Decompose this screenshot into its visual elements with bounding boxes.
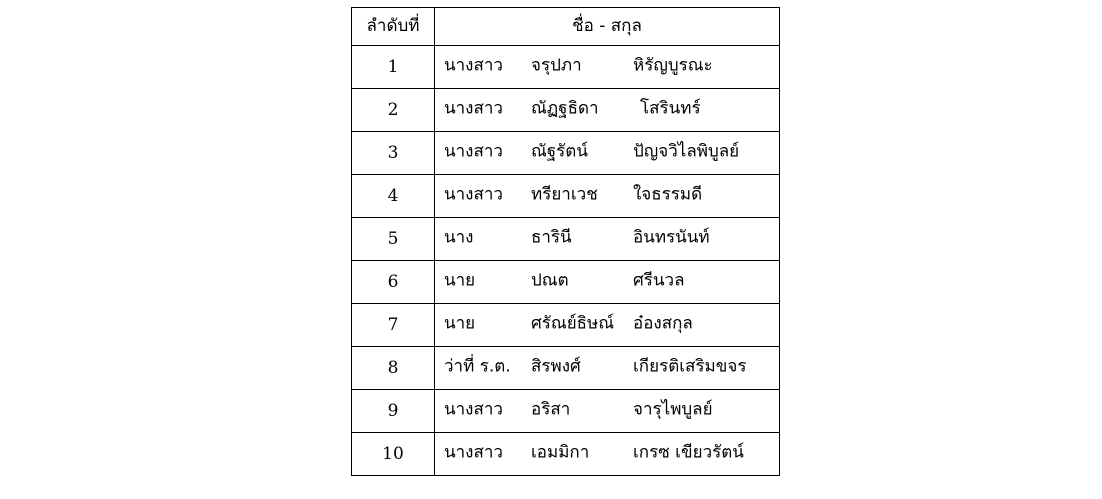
name-cell [435, 89, 780, 132]
table-body [352, 46, 780, 476]
table-row [352, 433, 780, 476]
first-name: เอมมิกา [531, 442, 590, 463]
first-name: สิรพงศ์ [531, 356, 581, 377]
sequence-number: 7 [352, 304, 435, 347]
last-name: อินทรนันท์ [633, 227, 710, 248]
table-row [352, 347, 780, 390]
last-name: อ๋องสกุล [633, 313, 693, 334]
name-prefix: นางสาว [444, 399, 503, 420]
sequence-number: 5 [352, 218, 435, 261]
name-prefix: นางสาว [444, 141, 503, 162]
sequence-number: 1 [352, 46, 435, 89]
name-cell [435, 390, 780, 433]
first-name: ณัฏฐธิดา [531, 98, 599, 119]
name-prefix: นางสาว [444, 184, 503, 205]
last-name: เกรซ เขียวรัตน์ [633, 442, 744, 463]
sequence-number: 4 [352, 175, 435, 218]
first-name: ณัฐรัตน์ [531, 141, 588, 162]
first-name: อริสา [531, 399, 571, 420]
last-name: ปัญจวิไลพิบูลย์ [633, 141, 740, 162]
name-prefix: นางสาว [444, 442, 503, 463]
name-prefix: นางสาว [444, 98, 503, 119]
last-name: โสรินทร์ [640, 98, 701, 119]
table-row [352, 390, 780, 433]
header-full-name: ชื่อ - สกุล [435, 8, 780, 46]
last-name: เกียรติเสริมขจร [633, 356, 747, 377]
name-prefix: นางสาว [444, 55, 503, 76]
name-cell [435, 261, 780, 304]
table-row [352, 261, 780, 304]
table-header [352, 8, 780, 46]
first-name: ธารินี [531, 227, 572, 248]
sequence-number: 3 [352, 132, 435, 175]
name-cell [435, 46, 780, 89]
name-prefix: ว่าที่ ร.ต. [444, 356, 511, 377]
table-row [352, 218, 780, 261]
name-prefix: นาย [444, 313, 476, 334]
name-cell [435, 175, 780, 218]
sequence-number: 8 [352, 347, 435, 390]
table-row [352, 89, 780, 132]
last-name: หิรัญบูรณะ [633, 55, 713, 76]
sequence-number: 6 [352, 261, 435, 304]
sequence-number: 9 [352, 390, 435, 433]
name-cell [435, 132, 780, 175]
last-name: จารุไพบูลย์ [633, 399, 713, 420]
sequence-number: 10 [352, 433, 435, 476]
first-name: จรุปภา [531, 55, 582, 76]
name-cell [435, 347, 780, 390]
first-name: ทรียาเวช [531, 184, 598, 205]
first-name: ศรัณย์ธิษณ์ [531, 313, 615, 334]
table-row [352, 175, 780, 218]
name-cell [435, 304, 780, 347]
first-name: ปณต [531, 270, 569, 291]
header-row [352, 8, 780, 46]
table-row [352, 304, 780, 347]
name-cell [435, 433, 780, 476]
name-prefix: นาง [444, 227, 474, 248]
last-name: ศรีนวล [633, 270, 685, 291]
table-row [352, 132, 780, 175]
table-row [352, 46, 780, 89]
name-roster-table [351, 7, 780, 476]
last-name: ใจธรรมดี [633, 184, 703, 205]
header-sequence: ลำดับที่ [352, 8, 435, 46]
sequence-number: 2 [352, 89, 435, 132]
name-cell [435, 218, 780, 261]
name-prefix: นาย [444, 270, 476, 291]
